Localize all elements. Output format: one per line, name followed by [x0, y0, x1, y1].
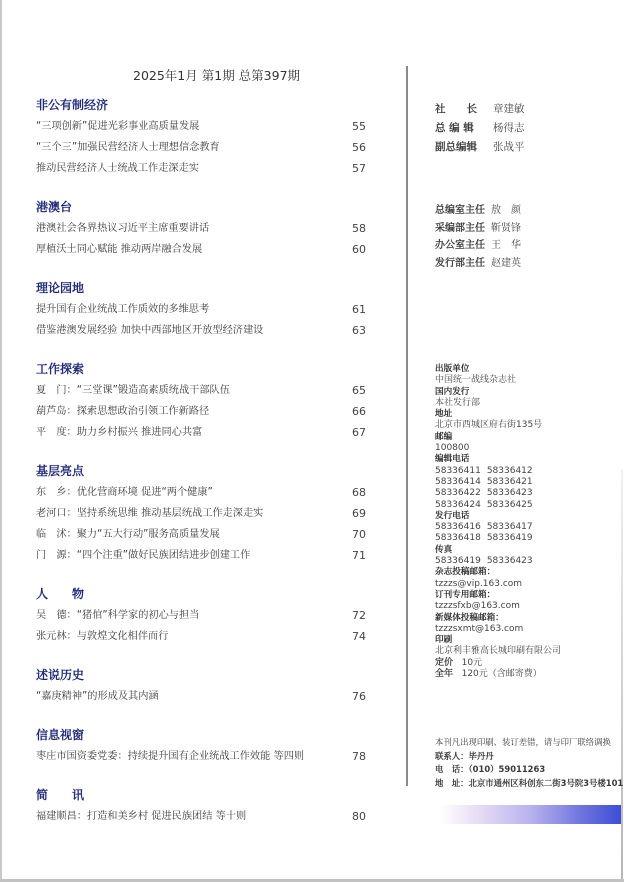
- toc-section: [36, 668, 366, 711]
- publication-info: [435, 364, 615, 680]
- phone-number: 58336422: [435, 488, 481, 499]
- column-divider: [406, 66, 408, 786]
- article-title: 港澳社会各界热议习近平主席重要讲话: [36, 223, 210, 234]
- section-title: 述说历史: [36, 668, 85, 682]
- annual-label: 全年: [435, 669, 454, 680]
- toc-section: [36, 281, 366, 345]
- staff-role: 总 编 辑: [435, 122, 474, 134]
- toc-entry[interactable]: [36, 222, 366, 243]
- staff-role: 采编部主任: [435, 222, 485, 234]
- page-number: 72: [352, 609, 366, 622]
- toc-section: [36, 728, 366, 771]
- page-number: 63: [352, 324, 366, 337]
- fax-label: 传真: [435, 544, 453, 555]
- toc-section: [36, 362, 366, 447]
- staff-role: 社 长: [435, 103, 477, 115]
- phone-row: [435, 488, 615, 499]
- page-number: 55: [352, 120, 366, 133]
- price-label: 定价: [435, 657, 454, 668]
- staff-role: 办公室主任: [435, 240, 485, 251]
- toc-entry[interactable]: [36, 141, 366, 162]
- phone-number: 58336411: [435, 465, 481, 476]
- phone-number: 58336419: [486, 533, 533, 544]
- page-number: 66: [352, 405, 366, 418]
- page-right-edge: [621, 470, 623, 882]
- fax-number: 58336423: [486, 556, 533, 567]
- toc-entry[interactable]: [36, 549, 366, 570]
- article-title: “嘉庚精神”的形成及其内涵: [36, 691, 159, 702]
- table-of-contents: [36, 98, 366, 848]
- phone-row: [435, 477, 615, 488]
- toc-section: [36, 98, 366, 183]
- toc-entry[interactable]: [36, 690, 366, 711]
- article-title: 老河口：坚持系统思维 推动基层统战工作走深走实: [36, 508, 264, 519]
- page-number: 67: [352, 426, 366, 439]
- phone-row: [435, 500, 615, 511]
- distribution-phone-label: 发行电话: [435, 510, 470, 521]
- section-title: 非公有制经济: [36, 98, 109, 112]
- staff-name: 章建敏: [493, 103, 525, 115]
- article-title: 借鉴港澳发展经验 加快中西部地区开放型经济建设: [36, 325, 264, 336]
- toc-entry[interactable]: [36, 384, 366, 405]
- section-title: 工作探索: [36, 362, 85, 376]
- toc-entry[interactable]: [36, 507, 366, 528]
- domestic-label: 国内发行: [435, 386, 470, 397]
- page-number: 60: [352, 243, 366, 256]
- toc-entry[interactable]: [36, 630, 366, 651]
- page-number: 71: [352, 549, 366, 562]
- article-title: 夏 门：“三堂课”锻造高素质统战干部队伍: [36, 385, 230, 396]
- department-heads: [435, 204, 521, 274]
- publisher: 中国统一战线杂志社: [435, 375, 517, 386]
- section-title: 信息视窗: [36, 728, 85, 742]
- section-title: 简 讯: [36, 788, 85, 802]
- page-number: 70: [352, 528, 366, 541]
- toc-entry[interactable]: [36, 120, 366, 141]
- staff-name: 敖 颜: [491, 205, 521, 216]
- phone-number: 58336412: [486, 465, 533, 476]
- phone-number: 58336424: [435, 499, 481, 510]
- staff-row: [435, 102, 525, 121]
- toc-entry[interactable]: [36, 426, 366, 447]
- page-number: 69: [352, 507, 366, 520]
- phone-number: 58336423: [486, 488, 533, 499]
- toc-entry[interactable]: [36, 405, 366, 426]
- domestic-distribution: 本社发行部: [435, 397, 481, 408]
- phone-row: [435, 522, 615, 533]
- page-number: 74: [352, 630, 366, 643]
- section-title: 理论园地: [36, 281, 85, 295]
- postcode-label: 邮编: [435, 431, 453, 442]
- price: 10元: [461, 657, 483, 668]
- newmedia-email-label: 新媒体投稿邮箱：: [435, 612, 504, 623]
- price-row: [435, 658, 615, 669]
- phone-number: 58336425: [486, 499, 533, 510]
- toc-section: [36, 587, 366, 651]
- toc-section: [36, 464, 366, 570]
- toc-entry[interactable]: [36, 324, 366, 345]
- fax-number: 58336419: [435, 556, 481, 567]
- article-title: “三项创新”促进光彩事业高质量发展: [36, 121, 200, 132]
- article-title: 张元林：与敦煌文化相伴而行: [36, 631, 169, 642]
- newmedia-email[interactable]: tzzzsxmt@163.com: [435, 623, 524, 634]
- article-title: 枣庄市国资委党委：持续提升国有企业统战工作效能 等四则: [36, 751, 305, 762]
- staff-name: 赵建英: [491, 257, 521, 269]
- printer-label: 印刷: [435, 635, 453, 646]
- toc-entry[interactable]: [36, 243, 366, 264]
- staff-row: [435, 204, 521, 222]
- phone-number: 58336418: [435, 533, 481, 544]
- article-title: “三个三”加强民营经济人士理想信念教育: [36, 142, 220, 153]
- section-title: 基层亮点: [36, 464, 85, 478]
- staff-row: [435, 121, 525, 140]
- article-title: 吴 德：“猪倌”科学家的初心与担当: [36, 610, 200, 621]
- page-number: 56: [352, 141, 366, 154]
- publisher-label: 出版单位: [435, 364, 470, 374]
- annual-price: 120元（含邮寄费）: [461, 669, 542, 680]
- toc-entry[interactable]: [36, 528, 366, 549]
- page-number: 68: [352, 486, 366, 499]
- address-label: 地址: [435, 409, 453, 420]
- page-number: 57: [352, 162, 366, 175]
- toc-entry[interactable]: [36, 609, 366, 630]
- submission-email[interactable]: tzzzs@vip.163.com: [435, 578, 523, 589]
- article-title: 福建顺昌：打造和美乡村 促进民族团结 等十则: [36, 811, 247, 822]
- toc-section: [36, 200, 366, 264]
- annual-row: [435, 669, 615, 680]
- print-error-notice: [435, 736, 623, 790]
- phone-number: 58336421: [486, 476, 533, 487]
- article-title: 平 度：助力乡村振兴 推进同心共富: [36, 427, 203, 438]
- editorial-phone-label: 编辑电话: [435, 454, 470, 465]
- article-title: 东 乡：优化营商环境 促进“两个健康”: [36, 487, 213, 498]
- staff-row: [435, 239, 521, 257]
- page-number: 76: [352, 690, 366, 703]
- toc-entry[interactable]: [36, 162, 366, 183]
- section-title: 港澳台: [36, 200, 73, 214]
- page-number: 58: [352, 222, 366, 235]
- notice-address: 地 址：北京市通州区科创东二街3号院3号楼101: [435, 777, 624, 788]
- page-number: 65: [352, 384, 366, 397]
- toc-entry[interactable]: [36, 810, 366, 831]
- issue-line: 2025年1月 第1期 总第397期: [133, 68, 301, 83]
- staff-row: [435, 140, 525, 159]
- article-title: 提升国有企业统战工作质效的多维思考: [36, 304, 210, 315]
- toc-entry[interactable]: [36, 486, 366, 507]
- phone-row: [435, 533, 615, 544]
- staff-name: 王 华: [491, 240, 521, 251]
- phone-row: [435, 466, 615, 477]
- subscription-email[interactable]: tzzzsfxb@163.com: [435, 601, 520, 612]
- address: 北京市西城区府右街135号: [435, 420, 543, 431]
- article-title: 厚植沃土同心赋能 推动两岸融合发展: [36, 244, 203, 255]
- fax-numbers: [435, 556, 615, 567]
- page-number: 61: [352, 303, 366, 316]
- article-title: 葫芦岛：探索思想政治引领工作新路径: [36, 406, 210, 417]
- toc-entry[interactable]: [36, 750, 366, 771]
- staff-row: [435, 257, 521, 275]
- phone-number: 58336414: [435, 476, 481, 487]
- staff-role: 副总编辑: [435, 141, 477, 153]
- article-title: 推动民营经济人士统战工作走深走实: [36, 163, 199, 174]
- staff-role: 总编室主任: [435, 205, 485, 216]
- printer: 北京利丰雅高长城印刷有限公司: [435, 646, 562, 657]
- toc-entry[interactable]: [36, 303, 366, 324]
- page-left-edge: [0, 0, 2, 880]
- decorative-gradient-band: [440, 805, 621, 824]
- staff-name: 靳贤锋: [491, 222, 521, 234]
- masthead-staff: [435, 102, 525, 159]
- staff-row: [435, 222, 521, 240]
- notice-contact: 联系人：毕丹丹: [435, 750, 494, 761]
- article-title: 门 源：“四个注重”做好民族团结进步创建工作: [36, 550, 251, 561]
- article-title: 临 沭：聚力“五大行动”服务高质量发展: [36, 529, 220, 540]
- staff-name: 杨得志: [493, 122, 525, 134]
- page-number: 78: [352, 750, 366, 763]
- section-title: 人 物: [36, 587, 85, 601]
- notice-phone: 电 话：（010）59011263: [435, 764, 546, 774]
- staff-name: 张战平: [493, 141, 525, 153]
- staff-role: 发行部主任: [435, 257, 485, 269]
- postcode: 100800: [435, 443, 470, 454]
- subscription-email-label: 订刊专用邮箱：: [435, 589, 496, 600]
- page-number: 80: [352, 810, 366, 823]
- phone-number: 58336416: [435, 522, 481, 533]
- submission-email-label: 杂志投稿邮箱：: [435, 567, 496, 578]
- phone-number: 58336417: [486, 522, 533, 533]
- notice-line: 本刊凡出现印刷、装订差错，请与印厂联络调换: [435, 737, 611, 747]
- toc-section: [36, 788, 366, 831]
